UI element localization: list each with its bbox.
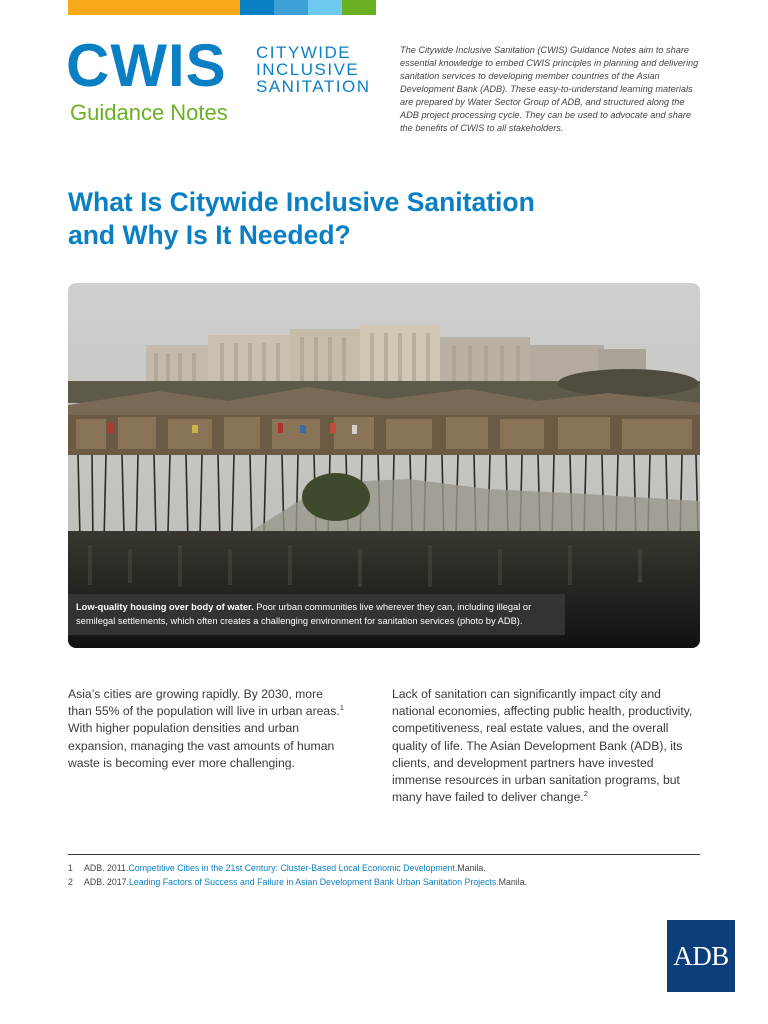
body-text: Lack of sanitation can significantly impact city and national economies, affecting public health, productivity, competitiveness, real estate values, and the overall quality of life. The Asian Development Bank (ADB), its clients, and development partners have invested immense resources in urban sanitation programs, but many have failed to deliver change. [392,687,693,805]
logo-cwis-text: CWIS [66,32,227,99]
logo-subtitle [256,44,371,95]
page-title [68,186,708,252]
page-title-line: and Why Is It Needed? [68,220,351,250]
body-text: With higher population densities and urban expansion, managing the vast amounts of human waste is becoming ever more challenging. [68,721,335,770]
body-text: Asia’s cities are growing rapidly. By 2030, more than 55% of the population will live in urban areas. [68,687,340,719]
body-column-right [392,686,704,806]
intro-paragraph: The Citywide Inclusive Sanitation (CWIS) Guidance Notes aim to share essential knowledge to embed CWIS principles in planning and delivering sanitation services to developing member countries of the Asian Development Bank (ADB). These easy-to-understand learning materials are prepared by Water Sector Group of ADB, and structured along the ADB project processing cycle. They can be used to advocate and share the benefits of CWIS to all stakeholders. [400,45,699,133]
housing-over-water-photo [68,283,700,648]
logo-subtitle-line: SANITATION [256,77,371,96]
color-bar-segment [274,0,308,15]
footnote-ref[interactable]: 1 [339,703,344,713]
caption-text: Poor urban communities live wherever they can, including illegal or semilegal settlements, which often creates a challenging environment for sanitation services (photo by ADB). [76,602,532,626]
footnote-item [68,875,708,889]
footnote-suffix: Manila. [457,863,486,873]
logo-subtitle-line: CITYWIDE [256,43,352,62]
color-bar-segment [308,0,342,15]
footnote-link[interactable]: Leading Factors of Success and Failure in Asian Development Bank Urban Sanitation Projects. [129,877,499,887]
color-bar-segment [342,0,376,15]
footnote-item [68,861,708,875]
footnote-number: 1 [68,863,73,873]
header-color-bar [68,0,376,15]
cwis-logo [66,32,388,130]
body-column-left [68,686,348,772]
logo-subtitle-line: INCLUSIVE [256,60,360,79]
color-bar-segment [68,0,240,15]
photo-caption [68,594,565,635]
page-title-line: What Is Citywide Inclusive Sanitation [68,187,535,217]
footnote-prefix: ADB. 2017. [84,877,129,887]
color-bar-segment [240,0,274,15]
adb-logo: ADB [667,920,735,992]
footnote-number: 2 [68,877,73,887]
footnote-link[interactable]: Competitive Cities in the 21st Century: Cluster-Based Local Economic Development. [128,863,458,873]
footnotes [68,861,708,889]
footnote-ref[interactable]: 2 [583,789,588,799]
footnote-suffix: Manila. [498,877,528,887]
footnote-divider [68,854,700,855]
footnote-prefix: ADB. 2011. [84,863,129,873]
logo-guidance-notes: Guidance Notes [70,100,228,125]
caption-title: Low-quality housing over body of water. [76,602,254,612]
